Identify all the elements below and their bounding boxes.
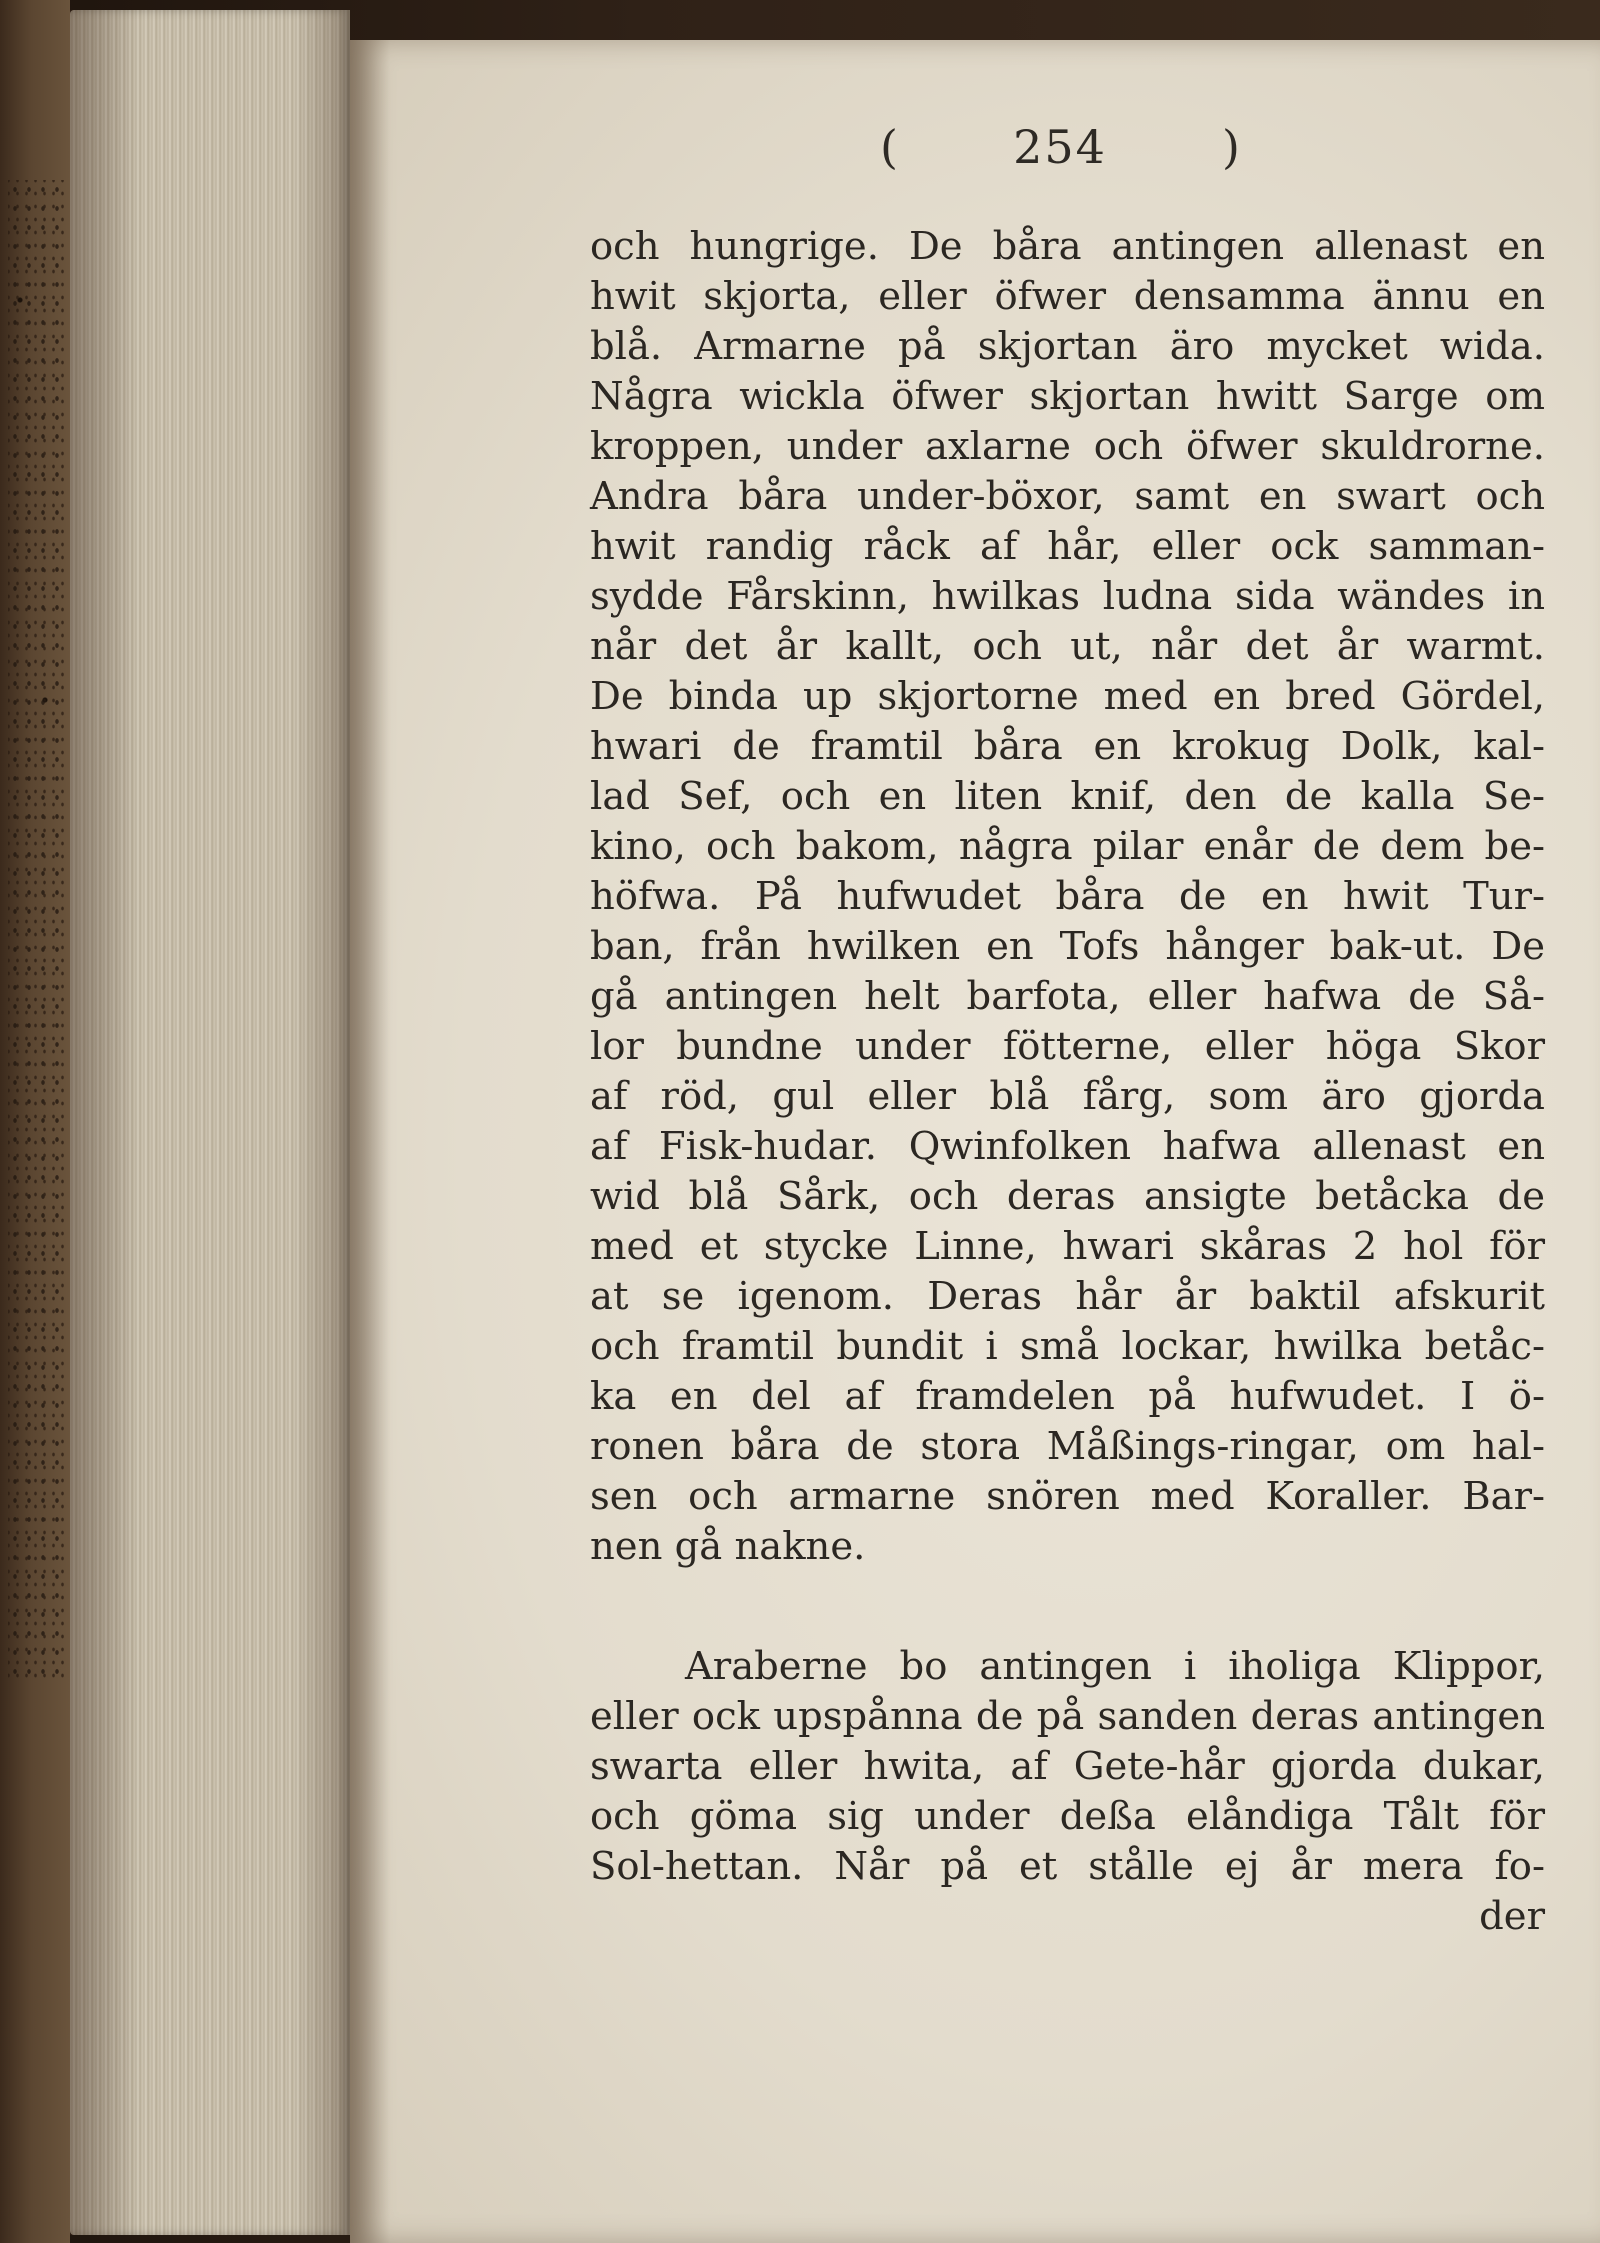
text-line: sen och armarne snören med Koraller. Bar- <box>590 1474 1545 1519</box>
text-line: nen gå nakne. <box>590 1524 866 1569</box>
text-line: at se igenom. Deras hår år baktil afskurit <box>590 1274 1545 1319</box>
text-line: hwari de framtil båra en krokug Dolk, kal- <box>590 724 1545 769</box>
text-line: Sol-hettan. Når på et stålle ej år mera fo- <box>590 1844 1545 1889</box>
text-line: blå. Armarne på skjortan äro mycket wida. <box>590 324 1545 369</box>
text-line: ronen båra de stora Måßings-ringar, om hal- <box>590 1424 1545 1469</box>
text-line: med et stycke Linne, hwari skåras 2 hol för <box>590 1224 1545 1269</box>
text-line: af röd, gul eller blå fårg, som äro gjorda <box>590 1074 1545 1119</box>
running-head-open-paren: ( <box>880 120 898 174</box>
text-line: Andra båra under-böxor, samt en swart och <box>590 474 1545 519</box>
text-line: ban, från hwilken en Tofs hånger bak-ut. De <box>590 924 1545 969</box>
text-line: eller ock upspånna de på sanden deras antingen <box>590 1694 1545 1739</box>
text-line: wid blå Sårk, och deras ansigte betåcka de <box>590 1174 1545 1219</box>
text-line: sydde Fårskinn, hwilkas ludna sida wändes in <box>590 574 1545 619</box>
page-stack-shading <box>70 10 350 2235</box>
text-line: lor bundne under fötterne, eller höga Skor <box>590 1024 1545 1069</box>
text-line: gå antingen helt barfota, eller hafwa de Så- <box>590 974 1545 1019</box>
text-line: Några wickla öfwer skjortan hwitt Sarge om <box>590 374 1545 419</box>
text-line: swarta eller hwita, af Gete-hår gjorda dukar, <box>590 1744 1545 1789</box>
paragraph-1 <box>590 222 1545 1572</box>
text-line: kino, och bakom, några pilar enår de dem be- <box>590 824 1545 869</box>
text-line: kroppen, under axlarne och öfwer skuldrorne. <box>590 424 1545 469</box>
catchword: der <box>1479 1894 1545 1939</box>
text-line: höfwa. På hufwudet båra de en hwit Tur- <box>590 874 1545 919</box>
cover-speckle-texture <box>8 180 64 1680</box>
text-line: hwit randig råck af hår, eller ock samman- <box>590 524 1545 569</box>
book-cover-edge <box>0 0 70 2243</box>
text-line: De binda up skjortorne med en bred Gördel, <box>590 674 1545 719</box>
running-head <box>880 120 1240 174</box>
page-number: 254 <box>1013 120 1107 174</box>
text-line: lad Sef, och en liten knif, den de kalla Se- <box>590 774 1545 819</box>
text-line: ka en del af framdelen på hufwudet. I ö- <box>590 1374 1545 1419</box>
text-line: Araberne bo antingen i iholiga Klippor, <box>685 1644 1545 1689</box>
running-head-close-paren: ) <box>1222 120 1240 174</box>
text-line: och hungrige. De båra antingen allenast en <box>590 224 1545 269</box>
text-line: hwit skjorta, eller öfwer densamma ännu en <box>590 274 1545 319</box>
page-gutter-shadow <box>350 40 390 2243</box>
text-line: och framtil bundit i små lockar, hwilka betåc- <box>590 1324 1545 1369</box>
body-text <box>590 222 1545 1942</box>
paragraph-2 <box>590 1642 1545 1942</box>
text-line: når det år kallt, och ut, når det år warmt. <box>590 624 1545 669</box>
text-line: af Fisk-hudar. Qwinfolken hafwa allenast en <box>590 1124 1545 1169</box>
paragraph-gap <box>590 1572 1545 1642</box>
text-line: och göma sig under deßa elåndiga Tålt för <box>590 1794 1545 1839</box>
